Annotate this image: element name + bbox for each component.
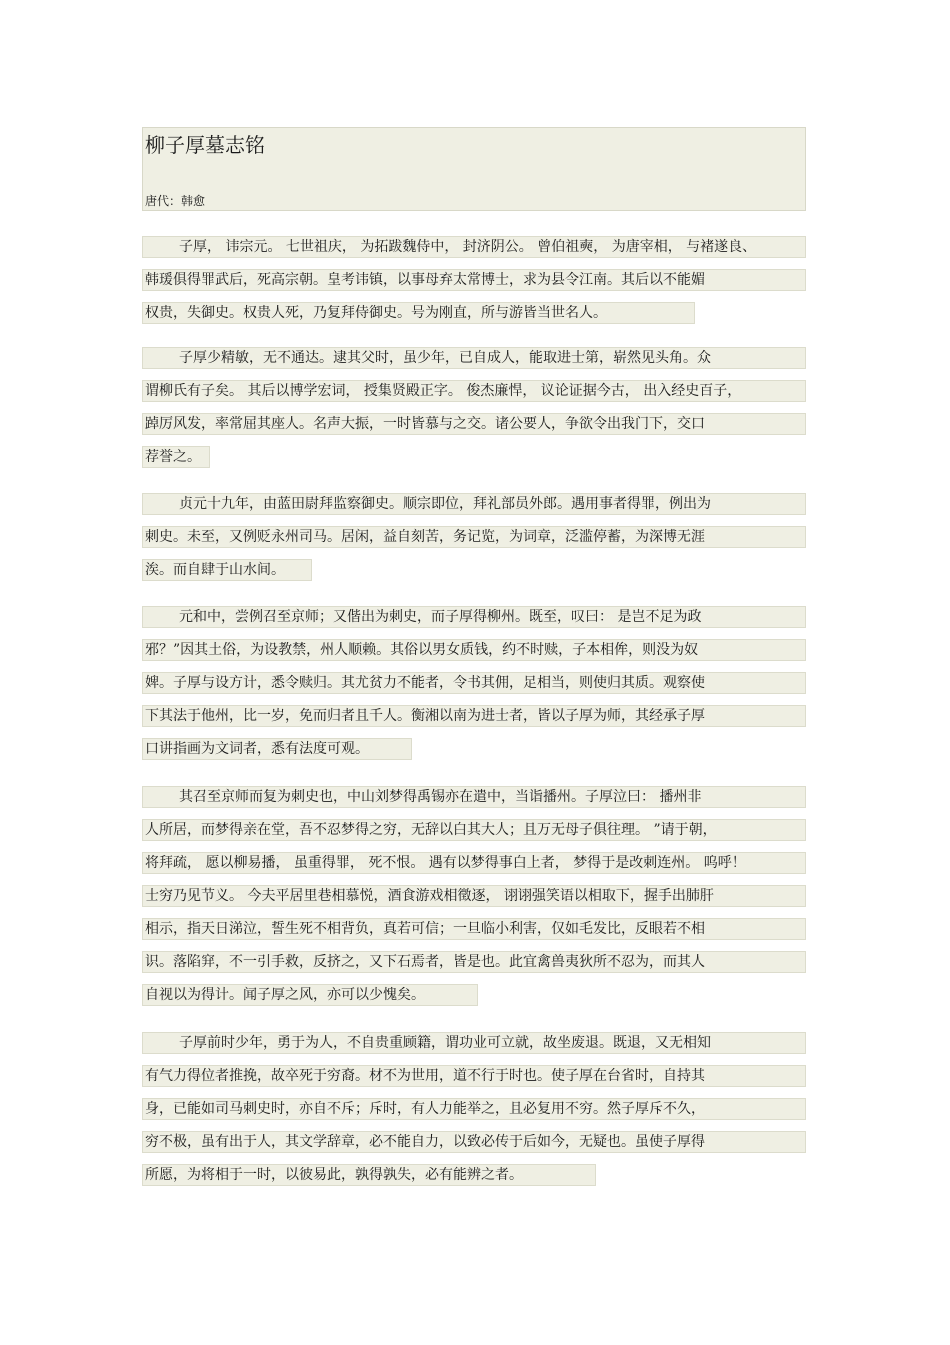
paragraph-line: 谓柳氏有子矣。 其后以博学宏词， 授集贤殿正字。 俊杰廉悍， 议论证据今古， 出入经史百子，: [142, 380, 806, 402]
paragraph-2: [142, 347, 806, 479]
paragraph-6: [142, 1032, 806, 1197]
document-title: 柳子厚墓志铭: [145, 133, 265, 157]
paragraph-line: 穷不极，虽有出于人，其文学辞章，必不能自力，以致必传于后如今，无疑也。虽使子厚得: [142, 1131, 806, 1153]
paragraph-line: 身，已能如司马刺史时，亦自不斥；斥时，有人力能举之，且必复用不穷。然子厚斥不久，: [142, 1098, 806, 1120]
paragraph-1: [142, 236, 806, 335]
paragraph-line: 刺史。未至，又例贬永州司马。居闲，益自刻苦，务记览，为词章，泛滥停蓄，为深博无涯: [142, 526, 806, 548]
paragraph-line: 相示，指天日涕泣，誓生死不相背负，真若可信；一旦临小利害，仅如毛发比，反眼若不相: [142, 918, 806, 940]
title-block: [142, 127, 806, 211]
paragraph-line: 婢。子厚与设方计，悉令赎归。其尤贫力不能者，令书其佣，足相当，则使归其质。观察使: [142, 672, 806, 694]
paragraph-line: 子厚， 讳宗元。 七世祖庆， 为拓跋魏侍中， 封济阴公。 曾伯祖奭， 为唐宰相， 与褚遂良、: [142, 236, 806, 258]
paragraph-line: 识。落陷穽，不一引手救，反挤之，又下石焉者，皆是也。此宜禽兽夷狄所不忍为，而其人: [142, 951, 806, 973]
paragraph-line: 士穷乃见节义。 今夫平居里巷相慕悦，酒食游戏相徵逐， 诩诩强笑语以相取下，握手出肺肝: [142, 885, 806, 907]
paragraph-line: 元和中，尝例召至京师；又偕出为刺史，而子厚得柳州。既至，叹曰： 是岂不足为政: [142, 606, 806, 628]
paragraph-line: 其召至京师而复为刺史也，中山刘梦得禹锡亦在遣中，当诣播州。子厚泣曰： 播州非: [142, 786, 806, 808]
paragraph-line: 邪？”因其土俗，为设教禁，州人顺赖。其俗以男女质钱，约不时赎，子本相侔，则没为奴: [142, 639, 806, 661]
paragraph-line: 踔厉风发，率常屈其座人。名声大振，一时皆慕与之交。诸公要人，争欲令出我门下，交口: [142, 413, 806, 435]
paragraph-line: 口讲指画为文词者，悉有法度可观。: [142, 738, 412, 760]
author-line: 唐代：韩愈: [145, 194, 206, 208]
paragraph-line: 人所居，而梦得亲在堂，吾不忍梦得之穷，无辞以白其大人；且万无母子俱往理。 ”请于朝，: [142, 819, 806, 841]
paragraph-line: 将拜疏， 愿以柳易播， 虽重得罪， 死不恨。 遇有以梦得事白上者， 梦得于是改刺连州。 呜呼！: [142, 852, 806, 874]
paragraph-line: 所愿，为将相于一时，以彼易此，孰得孰失，必有能辨之者。: [142, 1164, 596, 1186]
paragraph-line: 贞元十九年，由蓝田尉拜监察御史。顺宗即位，拜礼部员外郎。遇用事者得罪，例出为: [142, 493, 806, 515]
paragraph-5: [142, 786, 806, 1017]
paragraph-line: 权贵，失御史。权贵人死，乃复拜侍御史。号为刚直，所与游皆当世名人。: [142, 302, 695, 324]
paragraph-4: [142, 606, 806, 771]
paragraph-line: 下其法于他州，比一岁，免而归者且千人。衡湘以南为进士者，皆以子厚为师，其经承子厚: [142, 705, 806, 727]
paragraph-line: 荐誉之。: [142, 446, 210, 468]
paragraph-line: 有气力得位者推挽，故卒死于穷裔。材不为世用，道不行于时也。使子厚在台省时，自持其: [142, 1065, 806, 1087]
paragraph-3: [142, 493, 806, 592]
paragraph-line: 子厚前时少年，勇于为人，不自贵重顾籍，谓功业可立就，故坐废退。既退，又无相知: [142, 1032, 806, 1054]
paragraph-line: 自视以为得计。闻子厚之风，亦可以少愧矣。: [142, 984, 478, 1006]
paragraph-line: 子厚少精敏，无不通达。逮其父时，虽少年，已自成人，能取进士第，崭然见头角。众: [142, 347, 806, 369]
paragraph-line: 韩瑗俱得罪武后，死高宗朝。皇考讳镇，以事母弃太常博士，求为县令江南。其后以不能媚: [142, 269, 806, 291]
paragraph-line: 涘。而自肆于山水间。: [142, 559, 312, 581]
